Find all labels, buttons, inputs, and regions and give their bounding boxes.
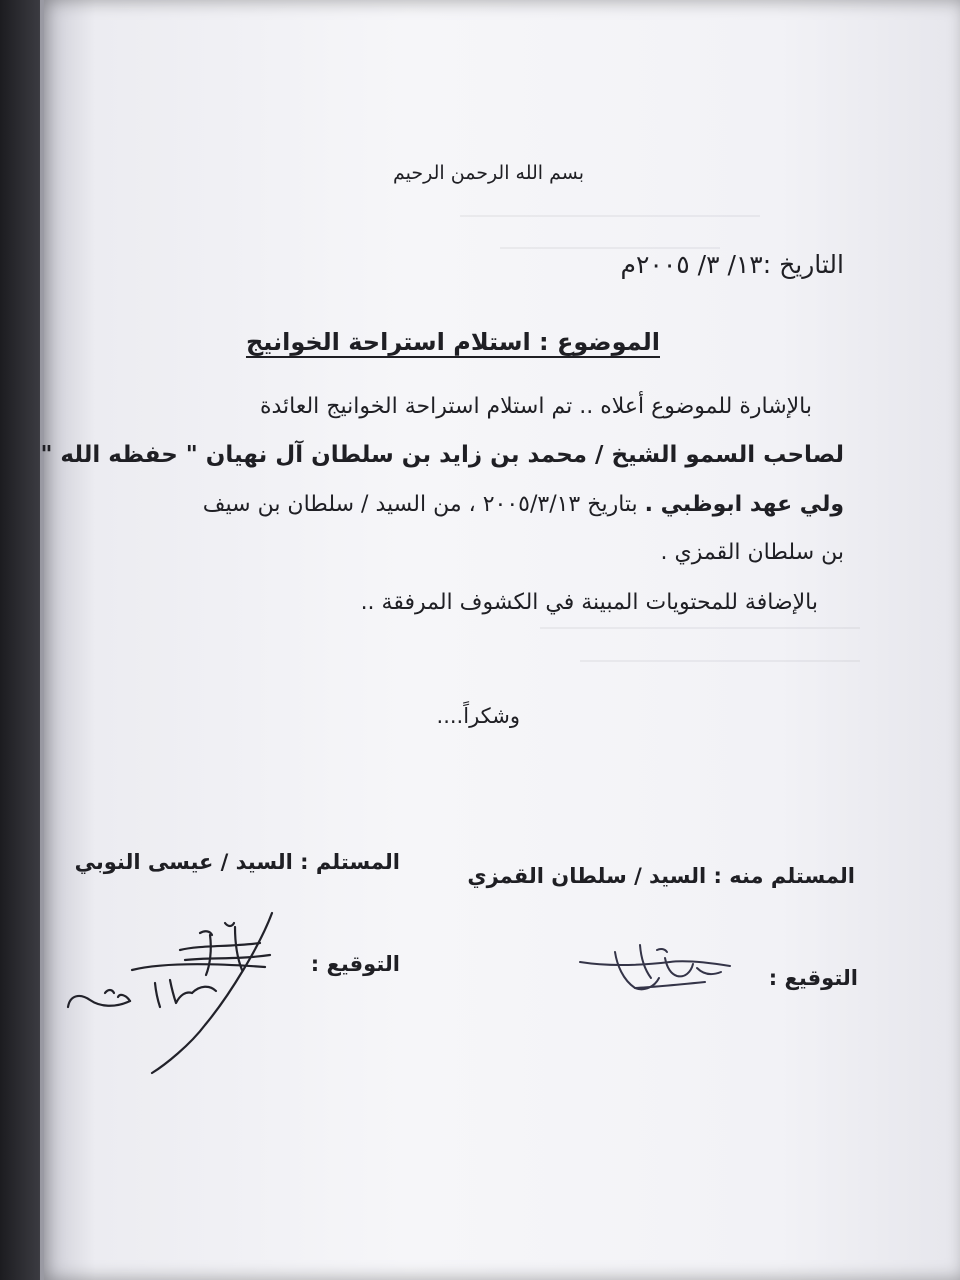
body-line-5: بالإضافة للمحتويات المبينة في الكشوف المرفقة ..: [360, 590, 818, 615]
bleed-through-line: [460, 215, 760, 217]
bleed-through-line: [500, 247, 720, 249]
body-line-3-bold: ولي عهد ابوظبي .: [644, 492, 844, 517]
bleed-through-line: [580, 660, 860, 662]
body-line-4: بن سلطان القمزي .: [660, 540, 844, 565]
receiver-line: المستلم : السيد / عيسى النوبي: [74, 850, 400, 874]
bleed-through-line: [540, 627, 860, 629]
page-edge: [40, 0, 44, 1280]
signature-right: [575, 940, 735, 1005]
date-line: التاريخ :١٣/ ٣/ ٢٠٠٥م: [620, 250, 844, 279]
signature-label-right: التوقيع :: [768, 966, 858, 990]
closing-thanks: وشكراً....: [436, 704, 520, 728]
body-line-3-rest: بتاريخ ٢٠٠٥/٣/١٣ ، من السيد / سلطان بن سيف: [202, 492, 645, 517]
paper-sheet: [40, 0, 960, 1280]
signature-left: [60, 905, 290, 1080]
signature-label-left: التوقيع :: [310, 952, 400, 976]
received-from-line: المستلم منه : السيد / سلطان القمزي: [467, 864, 855, 888]
body-line-1: بالإشارة للموضوع أعلاه .. تم استلام استراحة الخوانيج العائدة: [259, 394, 812, 419]
body-line-3: [203, 492, 844, 517]
body-line-2: لصاحب السمو الشيخ / محمد بن زايد بن سلطان آل نهيان " حفظه الله ": [40, 442, 844, 468]
basmala-heading: بسم الله الرحمن الرحيم: [393, 162, 584, 184]
subject-line: الموضوع : استلام استراحة الخوانيج: [245, 328, 660, 356]
